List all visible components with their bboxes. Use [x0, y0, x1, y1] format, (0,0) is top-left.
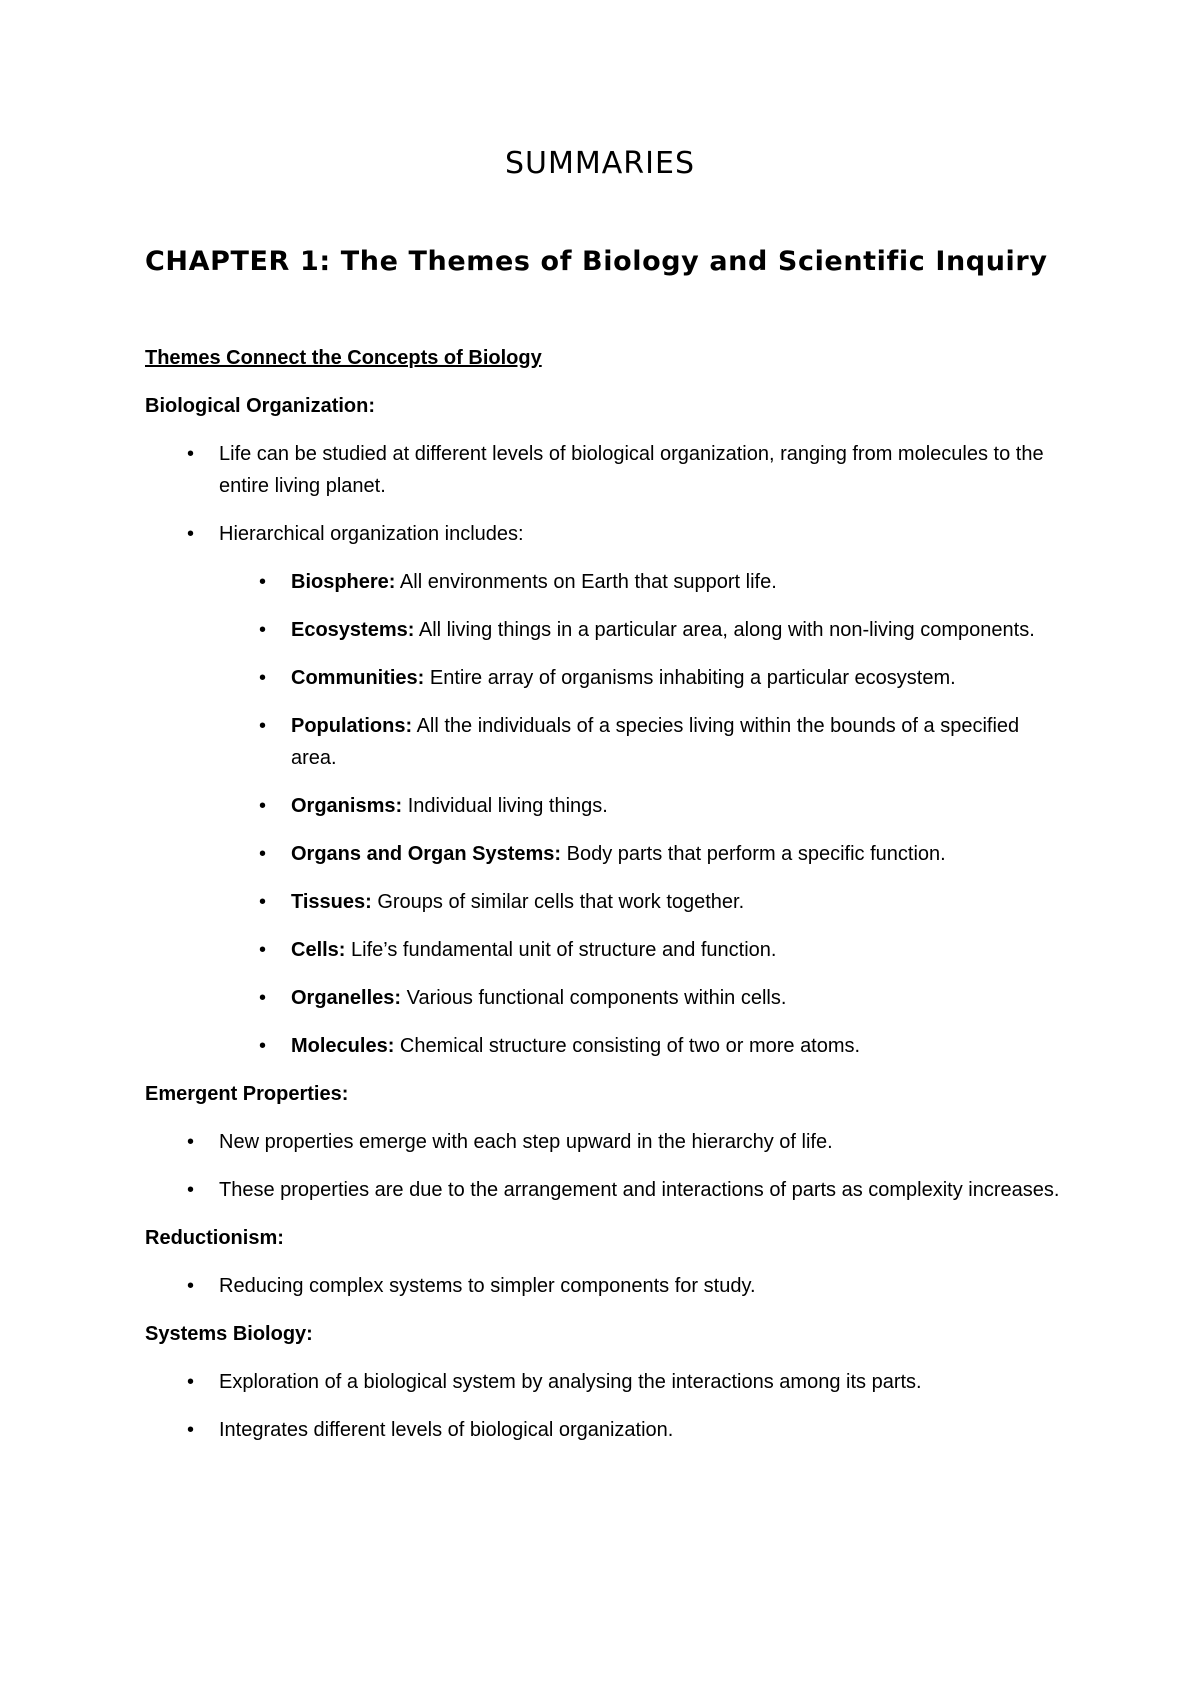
list-item [145, 1126, 1065, 1158]
bullet-icon: • [259, 987, 267, 1009]
biological-organization-list [145, 438, 1065, 1062]
hierarchy-level-item [219, 614, 1065, 646]
bullet-icon: • [259, 939, 267, 961]
level-term: Cells: [291, 939, 346, 961]
level-term: Communities: [291, 667, 425, 689]
bullet-icon: • [187, 1371, 195, 1393]
list-item [145, 1366, 1065, 1398]
level-description: All environments on Earth that support life. [395, 571, 777, 593]
level-description: Various functional components within cells. [401, 987, 787, 1009]
hierarchy-level-item [219, 790, 1065, 822]
bullet-icon: • [187, 443, 195, 465]
reductionism-list [145, 1270, 1065, 1302]
level-description: All the individuals of a species living within the bounds of a specified area. [291, 715, 1020, 769]
list-item-text: Hierarchical organization includes: [219, 523, 524, 545]
level-description: Body parts that perform a specific function. [561, 843, 946, 865]
document-body [145, 342, 1065, 1462]
bullet-icon: • [259, 571, 267, 593]
hierarchy-levels-list [219, 566, 1065, 1062]
level-description: Groups of similar cells that work together. [371, 891, 745, 913]
systems-biology-heading: Systems Biology: [145, 1323, 313, 1345]
bullet-icon: • [187, 523, 195, 545]
hierarchy-level-item [219, 838, 1065, 870]
level-term: Organelles: [291, 987, 402, 1009]
chapter-heading: CHAPTER 1: The Themes of Biology and Scientific Inquiry [145, 246, 1048, 277]
list-item [145, 1414, 1065, 1446]
bullet-icon: • [259, 843, 267, 865]
emergent-properties-list [145, 1126, 1065, 1206]
bullet-icon: • [187, 1179, 195, 1201]
bullet-icon: • [259, 1035, 267, 1057]
list-item [145, 1270, 1065, 1302]
hierarchy-level-item [219, 886, 1065, 918]
list-item-text: These properties are due to the arrangement and interactions of parts as complexity increases. [219, 1179, 1060, 1201]
bullet-icon: • [187, 1275, 195, 1297]
bullet-icon: • [259, 891, 267, 913]
level-description: Life’s fundamental unit of structure and function. [345, 939, 777, 961]
list-item-text: Life can be studied at different levels of biological organization, ranging from molecules to the entire living planet. [219, 443, 1044, 497]
hierarchy-level-item [219, 710, 1065, 774]
reductionism-heading: Reductionism: [145, 1227, 284, 1249]
bullet-icon: • [259, 715, 267, 737]
level-term: Molecules: [291, 1035, 395, 1057]
level-description: All living things in a particular area, along with non-living components. [414, 619, 1035, 641]
level-term: Organisms: [291, 795, 403, 817]
hierarchy-level-item [219, 566, 1065, 598]
section-heading: Themes Connect the Concepts of Biology [145, 347, 542, 369]
bullet-icon: • [187, 1131, 195, 1153]
bullet-icon: • [259, 795, 267, 817]
hierarchy-level-item [219, 982, 1065, 1014]
list-item-text: Reducing complex systems to simpler components for study. [219, 1275, 756, 1297]
hierarchy-level-item [219, 662, 1065, 694]
bullet-icon: • [187, 1419, 195, 1441]
level-term: Tissues: [291, 891, 372, 913]
list-item-text: Exploration of a biological system by analysing the interactions among its parts. [219, 1371, 922, 1393]
page-title: SUMMARIES [505, 146, 695, 181]
systems-biology-list [145, 1366, 1065, 1446]
biological-organization-heading: Biological Organization: [145, 395, 376, 417]
level-term: Biosphere: [291, 571, 396, 593]
bullet-icon: • [259, 619, 267, 641]
list-item [145, 518, 1065, 1062]
list-item [145, 438, 1065, 502]
list-item [145, 1174, 1065, 1206]
level-term: Populations: [291, 715, 413, 737]
level-description: Entire array of organisms inhabiting a particular ecosystem. [424, 667, 956, 689]
level-description: Individual living things. [402, 795, 608, 817]
level-description: Chemical structure consisting of two or more atoms. [394, 1035, 861, 1057]
list-item-text: Integrates different levels of biological organization. [219, 1419, 674, 1441]
hierarchy-level-item [219, 1030, 1065, 1062]
hierarchy-level-item [219, 934, 1065, 966]
level-term: Ecosystems: [291, 619, 415, 641]
list-item-text: New properties emerge with each step upward in the hierarchy of life. [219, 1131, 833, 1153]
bullet-icon: • [259, 667, 267, 689]
emergent-properties-heading: Emergent Properties: [145, 1083, 349, 1105]
level-term: Organs and Organ Systems: [291, 843, 562, 865]
